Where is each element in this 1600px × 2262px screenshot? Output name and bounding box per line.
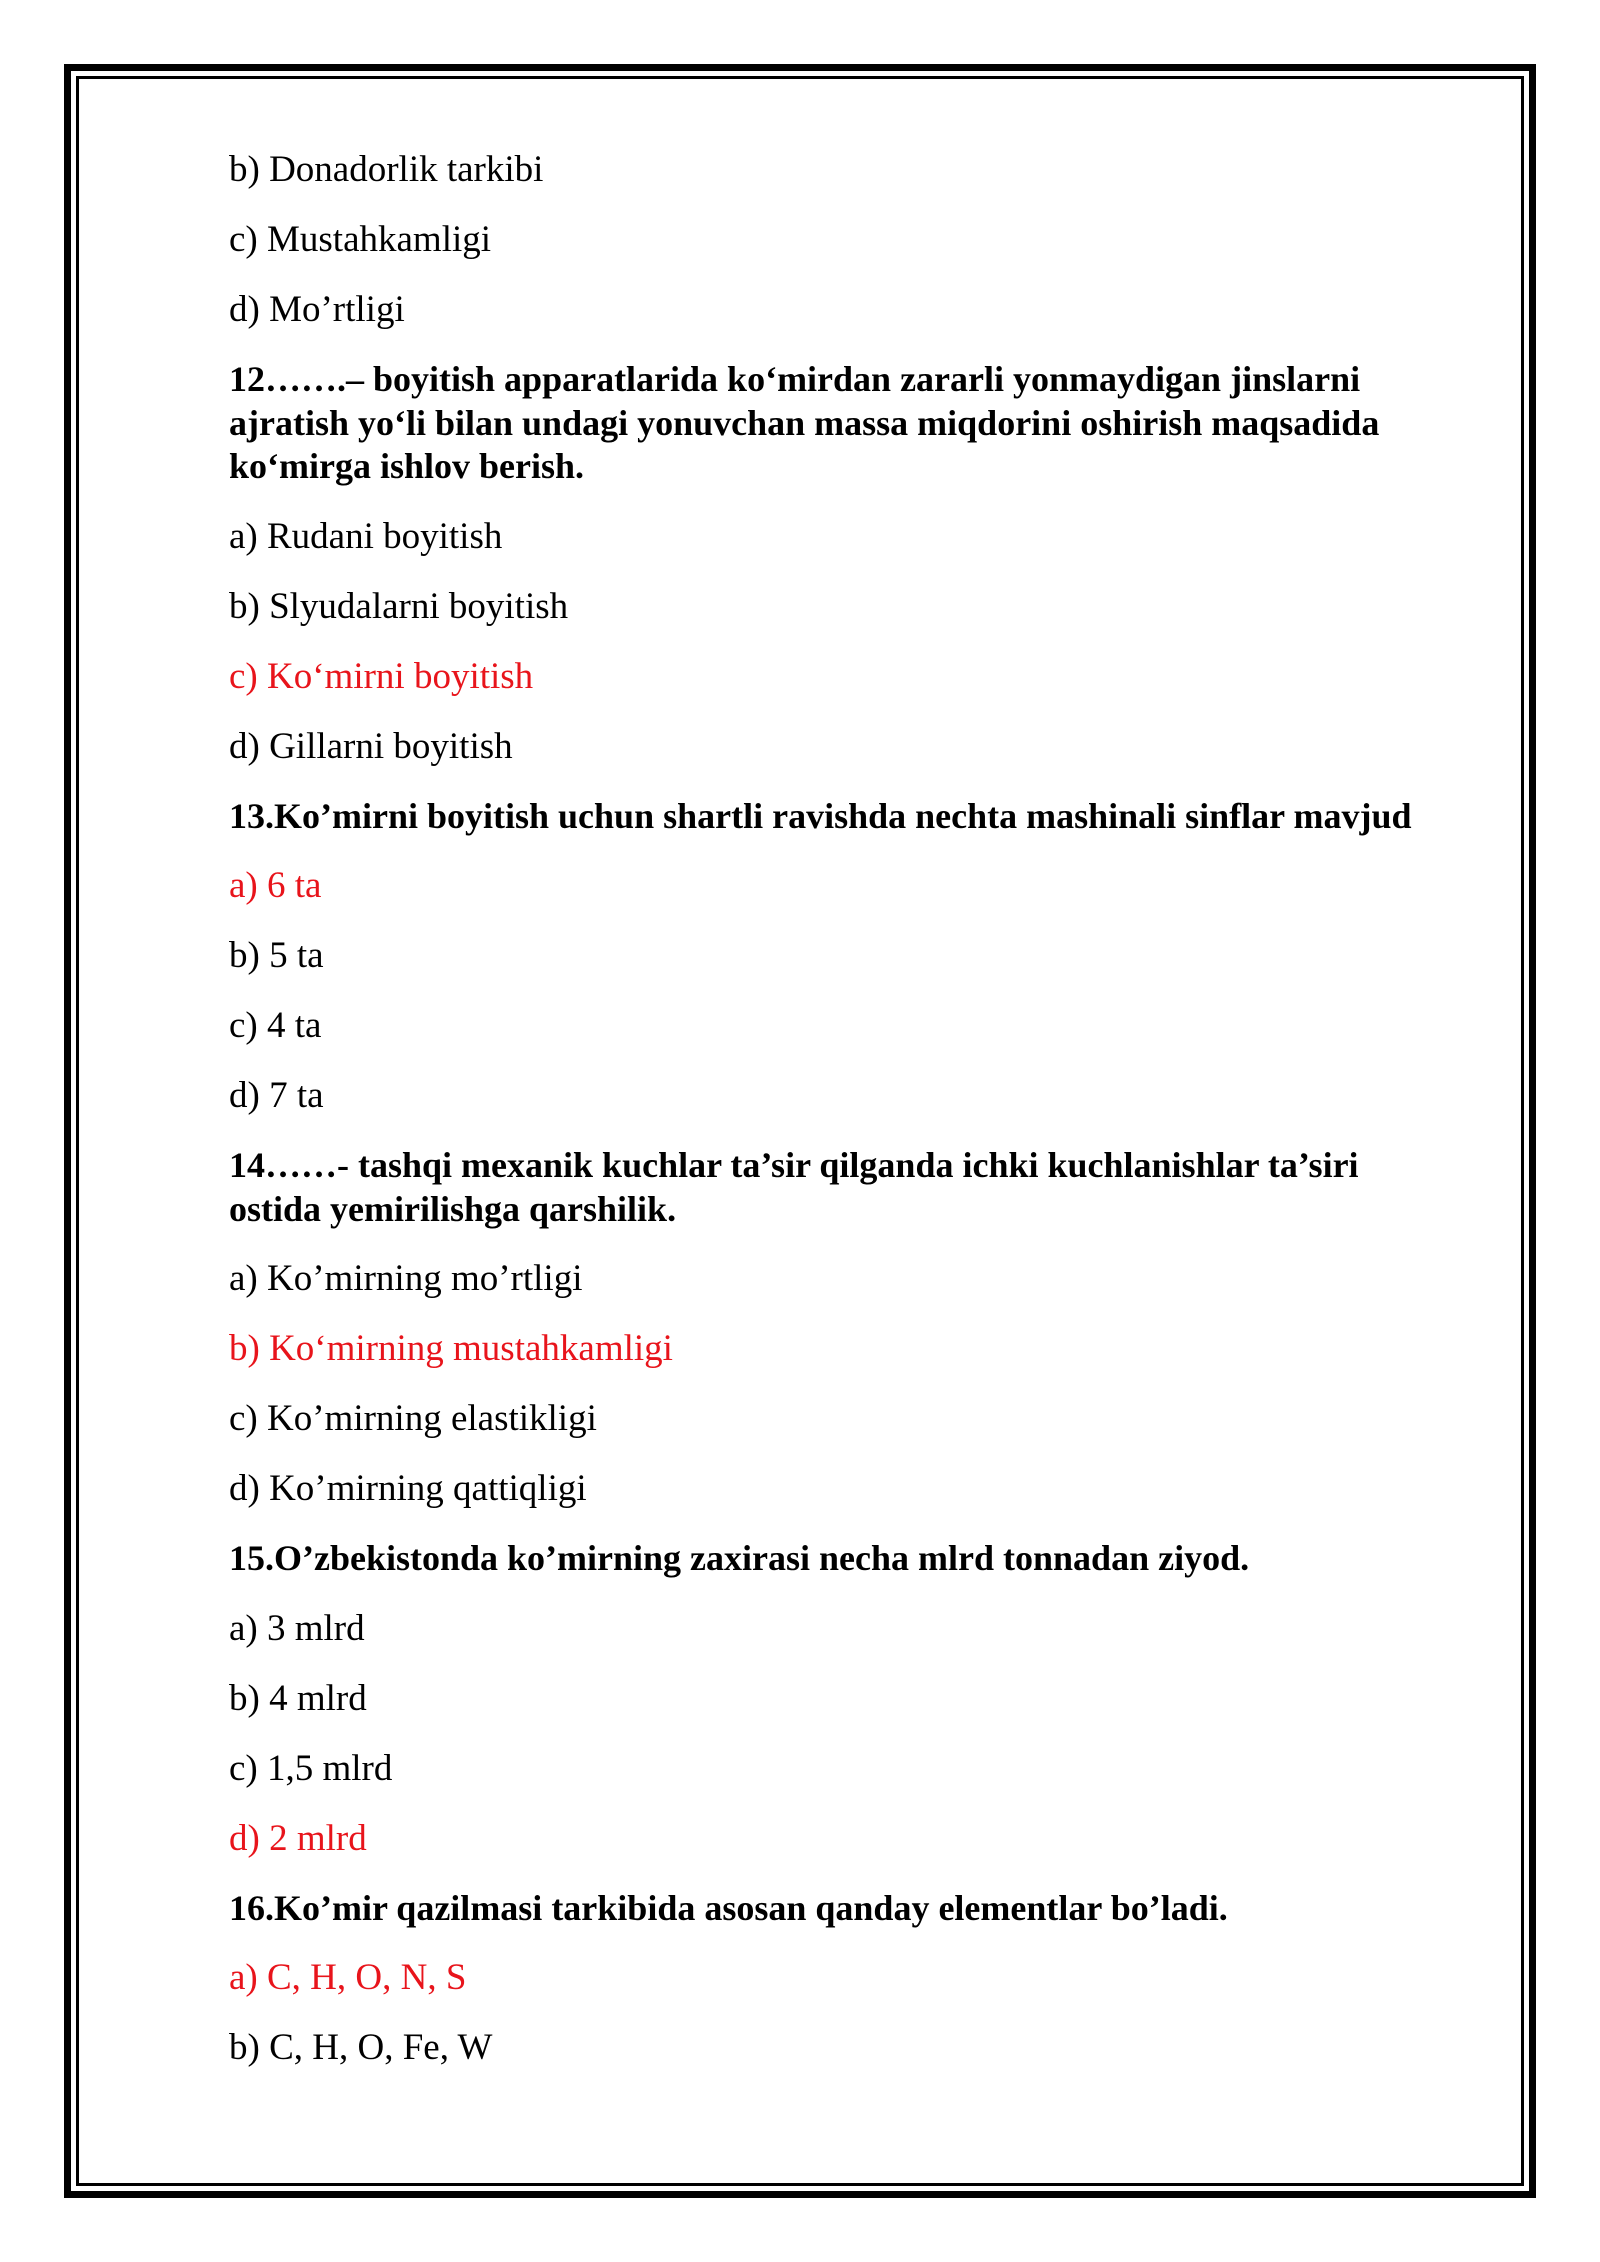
answer-option: d) Gillarni boyitish: [229, 725, 513, 767]
question-text: [229, 1144, 1479, 1231]
answer-option: b) 4 mlrd: [229, 1677, 367, 1719]
question-line: 12…….– boyitish apparatlarida ko‘mirdan zararli yonmaydigan jinslarni: [229, 359, 1361, 399]
question-line: 14……- tashqi mexanik kuchlar ta’sir qilganda ichki kuchlanishlar ta’siri: [229, 1145, 1359, 1185]
answer-option-correct: a) 6 ta: [229, 865, 322, 906]
answer-option-correct: c) Ko‘mirni boyitish: [229, 655, 534, 697]
question-text: [229, 1887, 1479, 1931]
answer-option-correct: d) 2 mlrd: [229, 1817, 367, 1859]
answer-option: b) 5 ta: [229, 935, 324, 976]
question-line: ajratish yo‘li bilan undagi yonuvchan massa miqdorini oshirish maqsadida: [229, 402, 1380, 443]
question-text: [229, 795, 1479, 839]
question-line: ko‘mirga ishlov berish.: [229, 446, 585, 486]
answer-option: d) Ko’mirning qattiqligi: [229, 1468, 587, 1509]
question-line: 13.Ko’mirni boyitish uchun shartli ravishda nechta mashinali sinflar mavjud: [229, 795, 1412, 836]
answer-option: c) Ko’mirning elastikligi: [229, 1398, 597, 1439]
answer-option: b) C, H, O, Fe, W: [229, 2027, 493, 2068]
answer-option: d) 7 ta: [229, 1075, 324, 1116]
document-content: [229, 148, 1479, 2096]
answer-option: a) 3 mlrd: [229, 1607, 365, 1649]
answer-option: d) Mo’rtligi: [229, 289, 405, 330]
answer-option: c) 4 ta: [229, 1005, 322, 1046]
answer-option-correct: b) Ko‘mirning mustahkamligi: [229, 1328, 673, 1369]
answer-option: c) Mustahkamligi: [229, 219, 492, 260]
answer-option-correct: a) C, H, O, N, S: [229, 1957, 467, 1998]
question-line: ostida yemirilishga qarshilik.: [229, 1188, 677, 1229]
answer-option: a) Ko’mirning mo’rtligi: [229, 1258, 583, 1299]
question-text: [229, 358, 1479, 489]
answer-option: b) Slyudalarni boyitish: [229, 585, 569, 627]
answer-option: a) Rudani boyitish: [229, 515, 503, 557]
question-line: 16.Ko’mir qazilmasi tarkibida asosan qanday elementlar bo’ladi.: [229, 1887, 1228, 1928]
answer-option: b) Donadorlik tarkibi: [229, 149, 544, 190]
answer-option: c) 1,5 mlrd: [229, 1747, 393, 1789]
question-text: [229, 1537, 1479, 1581]
question-line: 15.O’zbekistonda ko’mirning zaxirasi necha mlrd tonnadan ziyod.: [229, 1538, 1250, 1578]
